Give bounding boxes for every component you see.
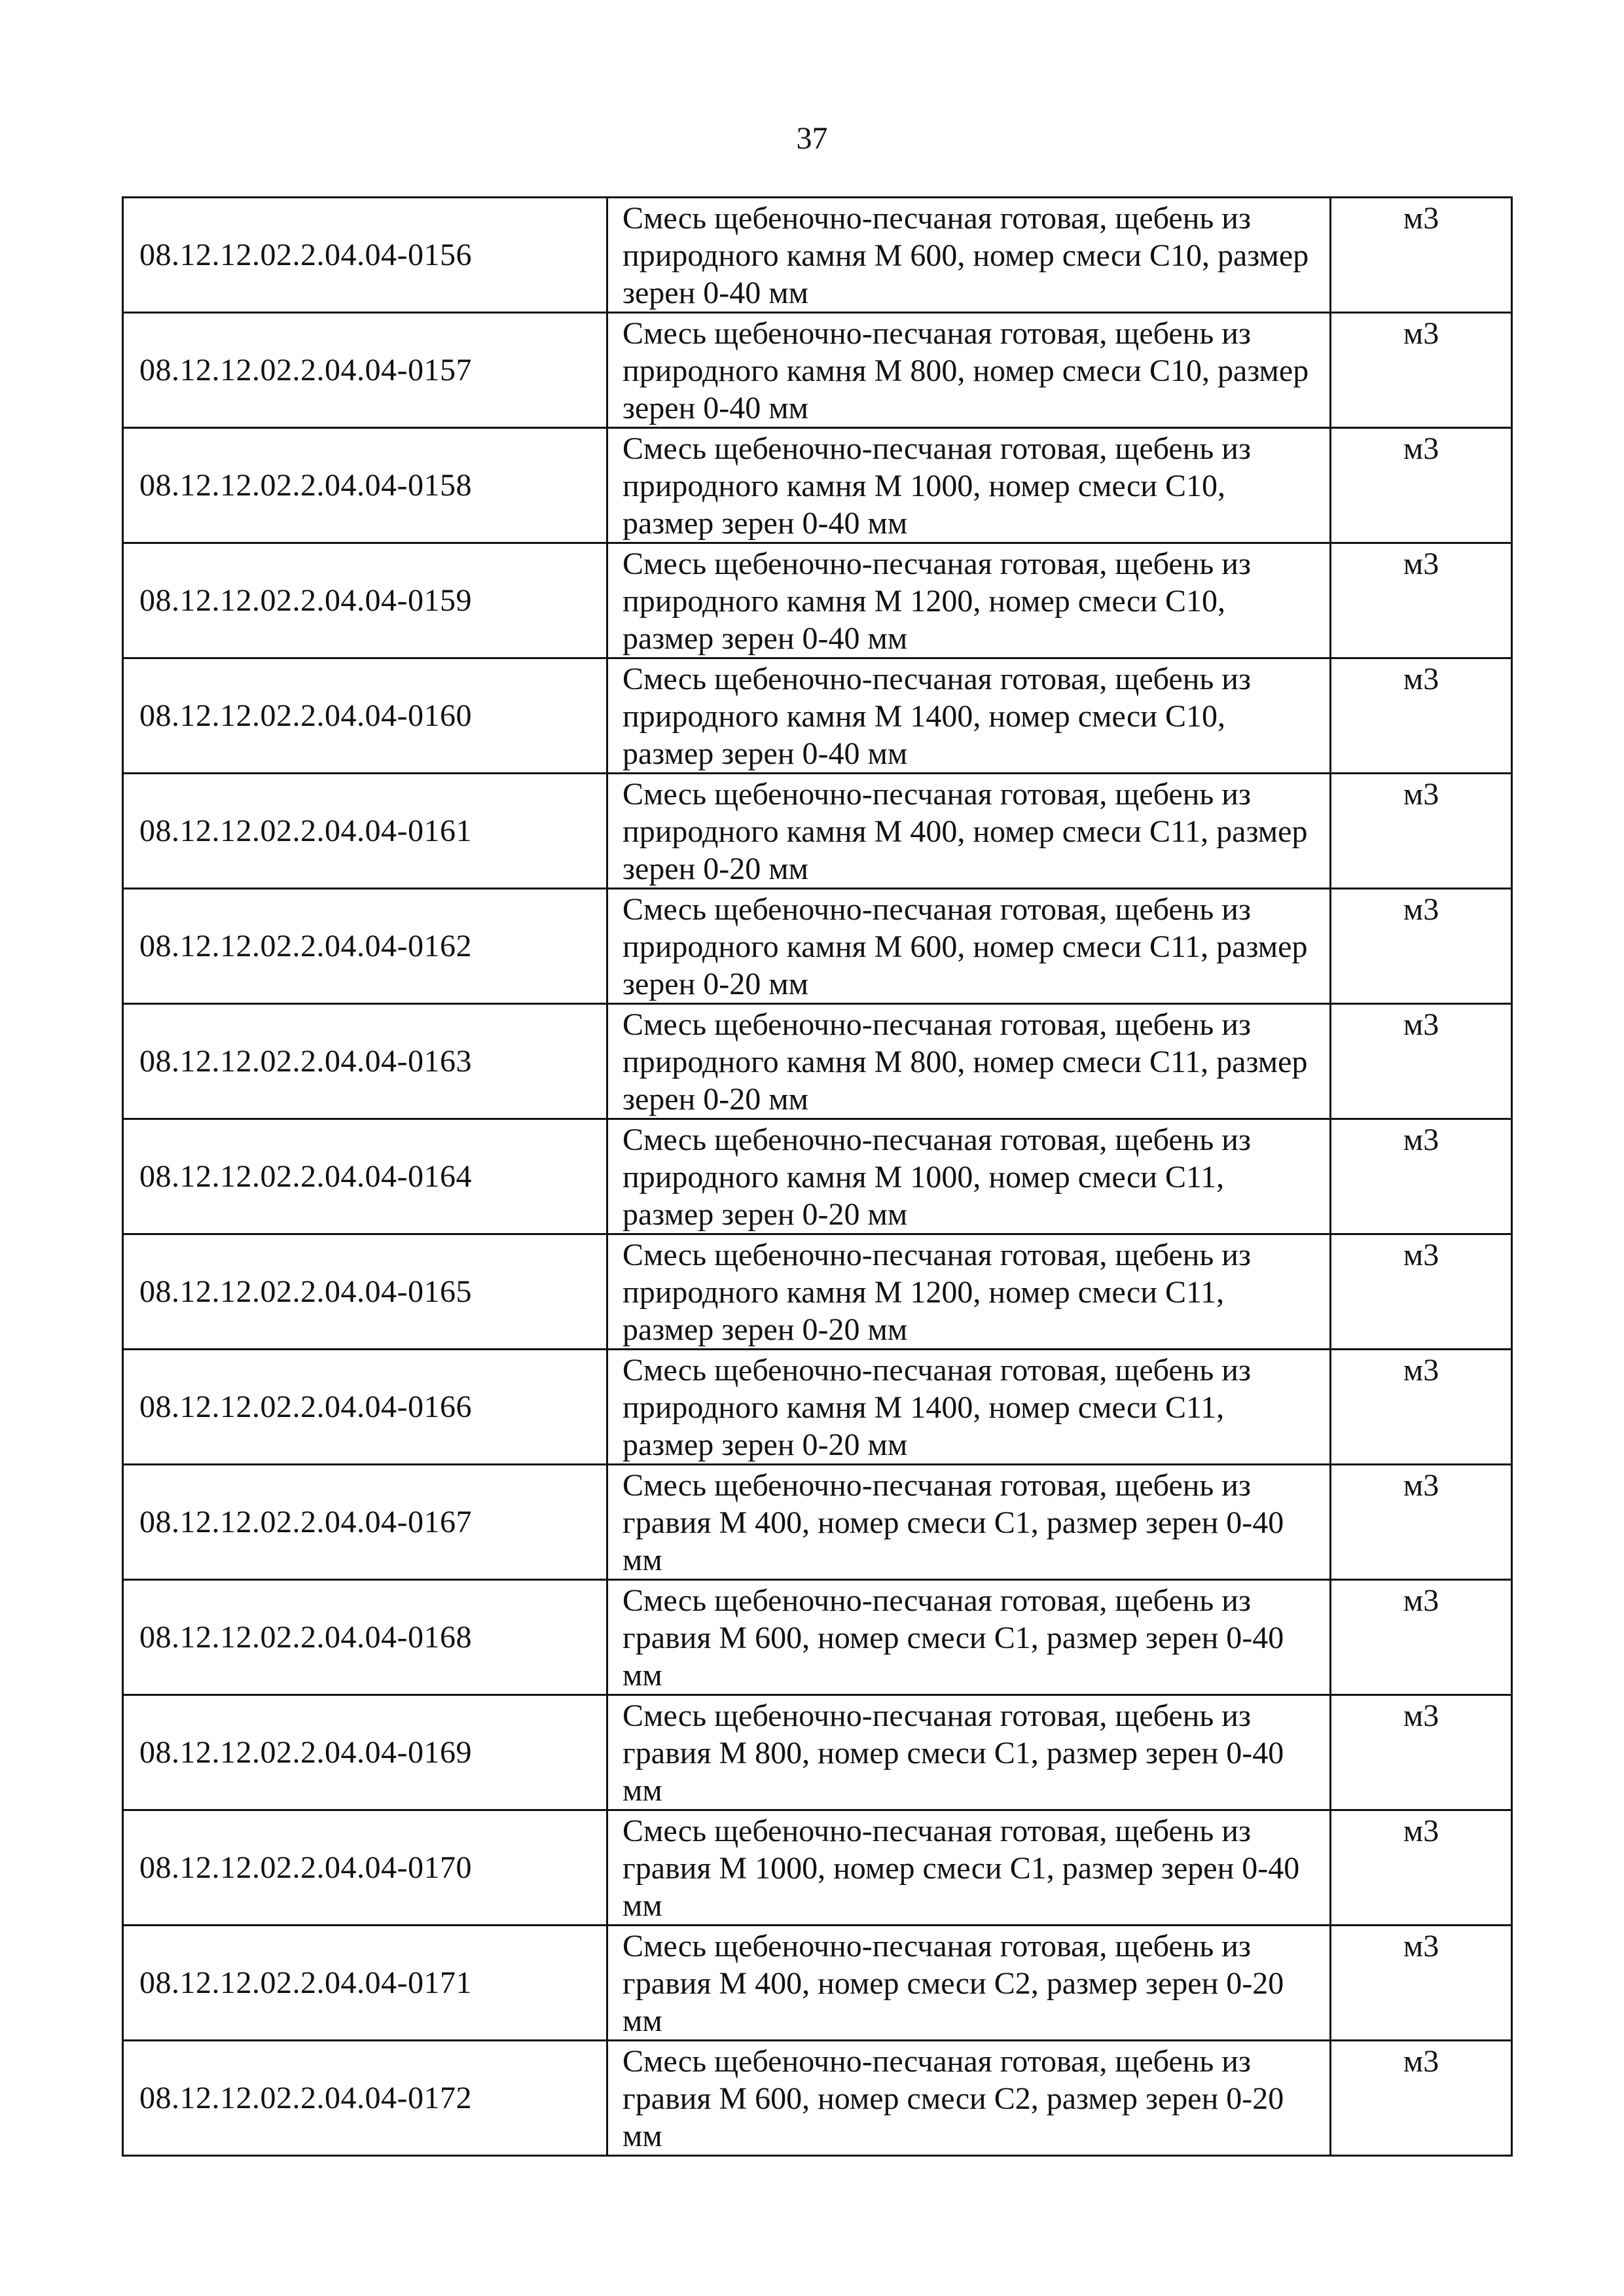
unit-of-measure-cell: м3	[1331, 1810, 1512, 1926]
table-row	[123, 1580, 1512, 1695]
table-row	[123, 198, 1512, 313]
material-code-cell: 08.12.12.02.2.04.04-0164	[123, 1119, 607, 1234]
material-code-cell: 08.12.12.02.2.04.04-0171	[123, 1926, 607, 2041]
material-code-cell: 08.12.12.02.2.04.04-0157	[123, 313, 607, 428]
material-code-cell: 08.12.12.02.2.04.04-0169	[123, 1695, 607, 1810]
table-row	[123, 1810, 1512, 1926]
material-name-cell: Смесь щебеночно-песчаная готовая, щебень из гравия М 400, номер смеси С2, размер зерен 0-20 мм	[607, 1926, 1331, 2041]
table-row	[123, 889, 1512, 1004]
material-code-cell: 08.12.12.02.2.04.04-0165	[123, 1234, 607, 1350]
material-name-cell: Смесь щебеночно-песчаная готовая, щебень из гравия М 600, номер смеси С1, размер зерен 0-40 мм	[607, 1580, 1331, 1695]
material-code-cell: 08.12.12.02.2.04.04-0161	[123, 774, 607, 889]
material-name-cell: Смесь щебеночно-песчаная готовая, щебень из природного камня М 1200, номер смеси С11, размер зерен 0-20 мм	[607, 1234, 1331, 1350]
material-code-cell: 08.12.12.02.2.04.04-0158	[123, 428, 607, 543]
material-name-cell: Смесь щебеночно-песчаная готовая, щебень из природного камня М 800, номер смеси С10, размер зерен 0-40 мм	[607, 313, 1331, 428]
unit-of-measure-cell: м3	[1331, 1234, 1512, 1350]
material-name-cell: Смесь щебеночно-песчаная готовая, щебень из природного камня М 1400, номер смеси С10, размер зерен 0-40 мм	[607, 658, 1331, 774]
material-code-cell: 08.12.12.02.2.04.04-0163	[123, 1004, 607, 1119]
page-number: 37	[796, 121, 828, 156]
material-name-cell: Смесь щебеночно-песчаная готовая, щебень из природного камня М 1200, номер смеси С10, размер зерен 0-40 мм	[607, 543, 1331, 658]
material-name-cell: Смесь щебеночно-песчаная готовая, щебень из гравия М 800, номер смеси С1, размер зерен 0-40 мм	[607, 1695, 1331, 1810]
material-name-cell: Смесь щебеночно-песчаная готовая, щебень из природного камня М 600, номер смеси С11, размер зерен 0-20 мм	[607, 889, 1331, 1004]
material-name-cell: Смесь щебеночно-песчаная готовая, щебень из природного камня М 1400, номер смеси С11, размер зерен 0-20 мм	[607, 1350, 1331, 1465]
table-row	[123, 1234, 1512, 1350]
table-row	[123, 428, 1512, 543]
table-body	[123, 198, 1512, 2156]
material-code-cell: 08.12.12.02.2.04.04-0172	[123, 2041, 607, 2156]
material-code-cell: 08.12.12.02.2.04.04-0159	[123, 543, 607, 658]
unit-of-measure-cell: м3	[1331, 1695, 1512, 1810]
material-code-cell: 08.12.12.02.2.04.04-0168	[123, 1580, 607, 1695]
unit-of-measure-cell: м3	[1331, 774, 1512, 889]
unit-of-measure-cell: м3	[1331, 658, 1512, 774]
unit-of-measure-cell: м3	[1331, 543, 1512, 658]
table-row	[123, 774, 1512, 889]
material-code-cell: 08.12.12.02.2.04.04-0166	[123, 1350, 607, 1465]
table-row	[123, 1695, 1512, 1810]
table-row	[123, 313, 1512, 428]
material-code-cell: 08.12.12.02.2.04.04-0156	[123, 198, 607, 313]
material-name-cell: Смесь щебеночно-песчаная готовая, щебень из природного камня М 1000, номер смеси С10, размер зерен 0-40 мм	[607, 428, 1331, 543]
unit-of-measure-cell: м3	[1331, 1465, 1512, 1580]
table-row	[123, 1119, 1512, 1234]
table-row	[123, 658, 1512, 774]
table-row	[123, 1004, 1512, 1119]
unit-of-measure-cell: м3	[1331, 1350, 1512, 1465]
table-row	[123, 2041, 1512, 2156]
material-name-cell: Смесь щебеночно-песчаная готовая, щебень из природного камня М 800, номер смеси С11, размер зерен 0-20 мм	[607, 1004, 1331, 1119]
table-row	[123, 1926, 1512, 2041]
unit-of-measure-cell: м3	[1331, 2041, 1512, 2156]
material-code-cell: 08.12.12.02.2.04.04-0160	[123, 658, 607, 774]
unit-of-measure-cell: м3	[1331, 1119, 1512, 1234]
unit-of-measure-cell: м3	[1331, 198, 1512, 313]
material-name-cell: Смесь щебеночно-песчаная готовая, щебень из природного камня М 1000, номер смеси С11, размер зерен 0-20 мм	[607, 1119, 1331, 1234]
table-row	[123, 543, 1512, 658]
material-code-cell: 08.12.12.02.2.04.04-0170	[123, 1810, 607, 1926]
material-code-cell: 08.12.12.02.2.04.04-0162	[123, 889, 607, 1004]
unit-of-measure-cell: м3	[1331, 1926, 1512, 2041]
material-code-cell: 08.12.12.02.2.04.04-0167	[123, 1465, 607, 1580]
unit-of-measure-cell: м3	[1331, 1004, 1512, 1119]
material-name-cell: Смесь щебеночно-песчаная готовая, щебень из природного камня М 600, номер смеси С10, размер зерен 0-40 мм	[607, 198, 1331, 313]
table-row	[123, 1350, 1512, 1465]
material-name-cell: Смесь щебеночно-песчаная готовая, щебень из гравия М 400, номер смеси С1, размер зерен 0-40 мм	[607, 1465, 1331, 1580]
unit-of-measure-cell: м3	[1331, 313, 1512, 428]
unit-of-measure-cell: м3	[1331, 1580, 1512, 1695]
material-name-cell: Смесь щебеночно-песчаная готовая, щебень из гравия М 1000, номер смеси С1, размер зерен 0-40 мм	[607, 1810, 1331, 1926]
table-row	[123, 1465, 1512, 1580]
unit-of-measure-cell: м3	[1331, 889, 1512, 1004]
material-name-cell: Смесь щебеночно-песчаная готовая, щебень из природного камня М 400, номер смеси С11, размер зерен 0-20 мм	[607, 774, 1331, 889]
unit-of-measure-cell: м3	[1331, 428, 1512, 543]
materials-table	[122, 196, 1513, 2157]
material-name-cell: Смесь щебеночно-песчаная готовая, щебень из гравия М 600, номер смеси С2, размер зерен 0-20 мм	[607, 2041, 1331, 2156]
